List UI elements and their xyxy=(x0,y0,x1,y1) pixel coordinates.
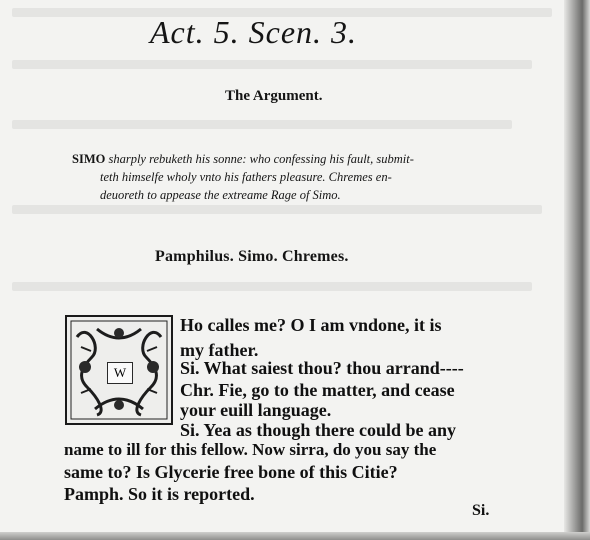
page-bottom-edge xyxy=(0,532,590,540)
argument-speaker: SIMO xyxy=(72,152,106,166)
text-line: Chr. Fie, go to the matter, and cease xyxy=(180,380,455,400)
characters-list: Pamphilus. Simo. Chremes. xyxy=(155,248,349,265)
text-line: Si. Yea as though there could be any xyxy=(180,420,457,440)
argument-title: The Argument. xyxy=(225,88,323,104)
initial-letter: W xyxy=(107,362,133,384)
bleed-through xyxy=(12,120,512,129)
argument-line-3: deuoreth to appease the extreame Rage of Simo. xyxy=(100,188,341,202)
catchword: Si. xyxy=(472,502,490,519)
text-line: Si. What saiest thou? thou arrand---- xyxy=(180,358,464,378)
argument-line-2: teth himselfe wholy vnto his fathers pleasure. Chremes en- xyxy=(100,170,392,184)
act-scene-heading: Act. 5. Scen. 3. xyxy=(150,14,358,50)
bleed-through xyxy=(12,205,542,214)
text-line: same to? Is Glycerie free bone of this Citie? xyxy=(64,462,398,482)
argument-line-1-text: sharply rebuketh his sonne: who confessing his fault, submit- xyxy=(108,152,414,166)
bleed-through xyxy=(12,282,532,291)
bleed-through xyxy=(12,60,532,69)
text-line: Pamph. So it is reported. xyxy=(64,484,255,504)
text-line: your euill language. xyxy=(180,400,332,420)
text-line: Ho calles me? O I am vndone, it is xyxy=(180,315,442,335)
decorated-initial xyxy=(65,315,173,425)
text-line: my father. xyxy=(180,340,259,360)
argument-line-1 xyxy=(72,150,542,168)
argument-text xyxy=(72,150,542,204)
text-line: name to ill for this fellow. Now sirra, do you say the xyxy=(64,440,437,459)
page-gutter-shadow xyxy=(564,0,590,540)
